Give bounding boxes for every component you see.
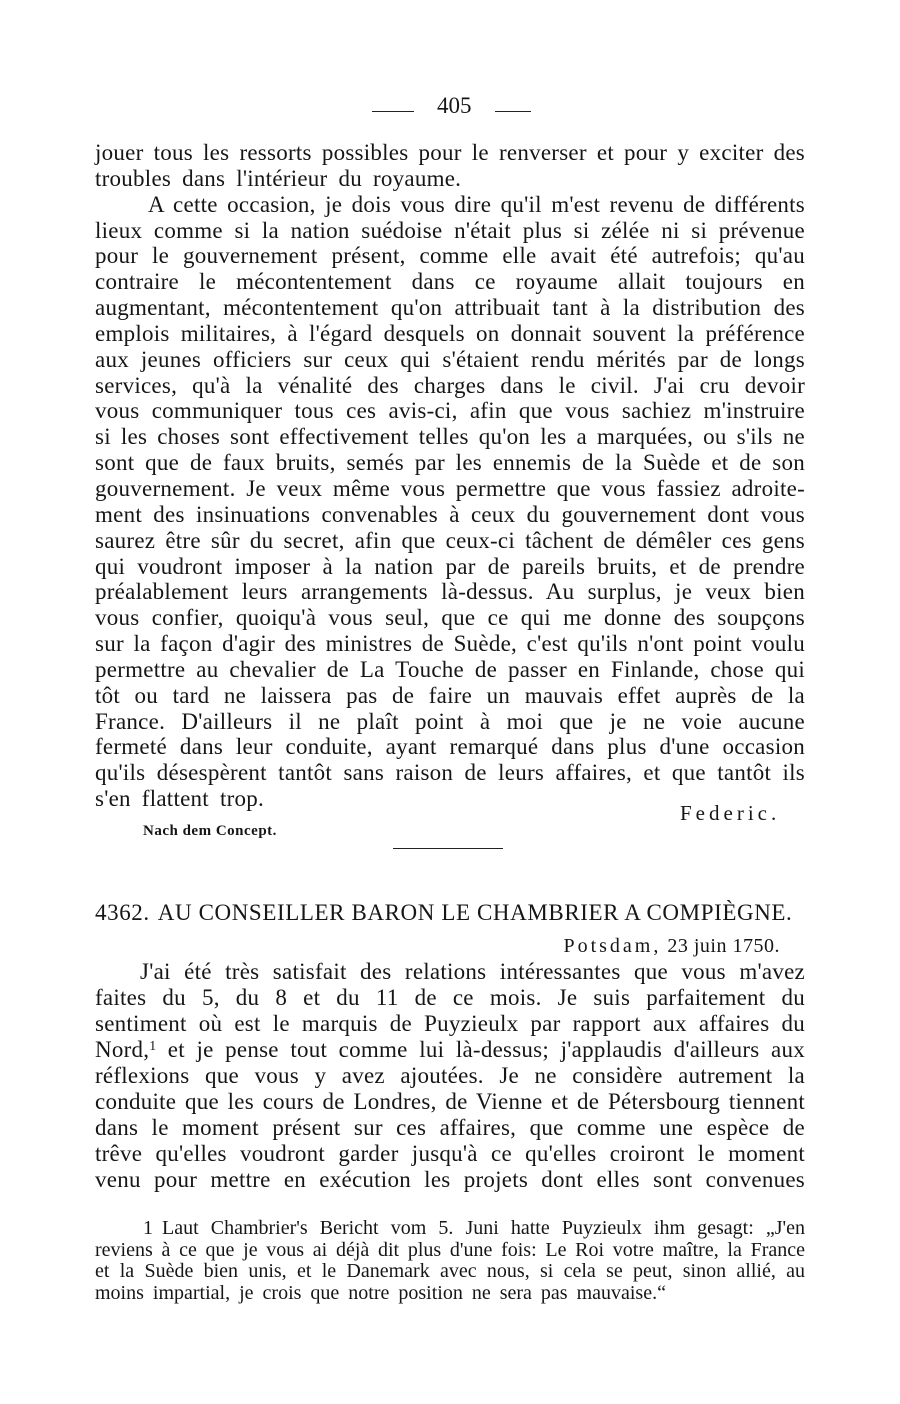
text-segment: et je pense tout comme lui là-dessus; j'applaudis d'ailleurs aux — [156, 1037, 805, 1062]
paragraph-line: préalablement leurs arrangements là-dessus. Au surplus, je veux bien — [95, 579, 805, 605]
paragraph-line: France. D'ailleurs il ne plaît point à moi que je ne voie aucune — [95, 708, 805, 734]
footnote-line: reviens à ce que je vous ai déjà dit plus d'une fois: Le Roi votre maître, la France — [95, 1238, 805, 1261]
paragraph-line: sentiment où est le marquis de Puyzieulx par rapport aux affaires du — [95, 1011, 805, 1036]
paragraph-line: trêve qu'elles voudront garder jusqu'à ce qu'elles croiront le moment — [95, 1141, 805, 1166]
paragraph-line: contraire le mécontentement dans ce royaume allait toujours en — [95, 269, 805, 295]
letter-date: 23 juin 1750. — [667, 935, 780, 957]
paragraph-line: ment des insinuations convenables à ceux du gouvernement dont vous — [95, 501, 805, 527]
letter-body — [95, 959, 805, 1193]
paragraph-line — [95, 1037, 805, 1063]
paragraph-line: gouvernement. Je veux même vous permettre que vous fassiez adroite- — [95, 475, 805, 501]
previous-letter-text — [95, 140, 805, 812]
continuation-line: jouer tous les ressorts possibles pour le renverser et pour y exciter des — [95, 140, 805, 165]
paragraph-line: sont que de faux bruits, semés par les ennemis de la Suède et de son — [95, 450, 805, 476]
page-number: 405 — [437, 93, 472, 118]
text-segment: Nord, — [95, 1037, 150, 1062]
paragraph-line: réflexions que vous y avez ajoutées. Je ne considère autrement la — [95, 1063, 805, 1088]
paragraph-line: vous communiquer tous ces avis-ci, afin que vous sachiez m'instruire — [95, 398, 805, 424]
paragraph-line: si les choses sont effectivement telles qu'on les a marquées, ou s'ils ne — [95, 424, 805, 450]
paragraph-line: augmentant, mécontentement qu'on attribuait tant à la distribution des — [95, 295, 805, 321]
footnote — [95, 1218, 805, 1305]
footnote-reference: 1 — [149, 1038, 157, 1054]
letter-number: 4362. — [95, 900, 150, 925]
section-divider — [393, 848, 503, 849]
paragraph-line: permettre au chevalier de La Touche de passer en Finlande, chose qui — [95, 656, 805, 682]
letter-title: AU CONSEILLER BARON LE CHAMBRIER A COMPIÈGNE. — [157, 900, 793, 925]
continuation-line: troubles dans l'intérieur du royaume. — [95, 165, 462, 191]
paragraph-line: J'ai été très satisfait des relations intéressantes que vous m'avez — [140, 959, 805, 984]
paragraph-line: vous confier, quoiqu'à vous seul, que ce qui me donne des soupçons — [95, 605, 805, 631]
paragraph-line: s'en flattent trop. — [95, 786, 264, 812]
letter-place: Potsdam, — [563, 935, 662, 957]
footnote-line — [95, 1218, 805, 1240]
paragraph-line: faites du 5, du 8 et du 11 de ce mois. Je suis parfaitement du — [95, 985, 805, 1010]
paragraph-line: services, qu'à la vénalité des charges dans le civil. J'ai cru devoir — [95, 372, 805, 398]
letter-dateline — [563, 934, 780, 958]
footnote-line: moins impartial, je crois que notre position ne sera pas mauvaise.“ — [95, 1281, 666, 1304]
source-note: Nach dem Concept. — [143, 823, 277, 839]
paragraph-line: A cette occasion, je dois vous dire qu'il m'est revenu de différents — [148, 191, 805, 217]
paragraph-line: dans le moment présent sur ces affaires, que comme une espèce de — [95, 1115, 805, 1140]
footnote-marker: 1 — [143, 1217, 153, 1239]
paragraph-line: qui voudront imposer à la nation par de pareils bruits, et de prendre — [95, 553, 805, 579]
paragraph-line: lieux comme si la nation suédoise n'était plus si zélée ni si prévenue — [95, 217, 805, 243]
paragraph-line: pour le gouvernement présent, comme elle avait été autrefois; qu'au — [95, 243, 805, 269]
paragraph-line: conduite que les cours de Londres, de Vienne et de Pétersbourg tiennent — [95, 1089, 805, 1114]
header-rule-right — [495, 111, 531, 112]
paragraph-line: tôt ou tard ne laissera pas de faire un mauvais effet auprès de la — [95, 682, 805, 708]
paragraph-line: fermeté dans leur conduite, ayant remarqué dans plus d'une occasion — [95, 734, 805, 760]
paragraph-line: aux jeunes officiers sur ceux qui s'étaient rendu mérités par de longs — [95, 346, 805, 372]
paragraph-line: saurez être sûr du secret, afin que ceux-ci tâchent de démêler ces gens — [95, 527, 805, 553]
paragraph-line: venu pour mettre en exécution les projets dont elles sont convenues — [95, 1167, 805, 1192]
text-segment: Laut Chambrier's Bericht vom 5. Juni hatte Puyzieulx ihm gesagt: „J'en — [162, 1217, 805, 1239]
paragraph-line: emplois militaires, à l'égard desquels on donnait souvent la préférence — [95, 320, 805, 346]
paragraph-line: sur la façon d'agir des ministres de Suède, c'est qu'ils n'ont point voulu — [95, 631, 805, 657]
footnote-line: et la Suède bien unis, et le Danemark avec nous, si cela se peut, sinon allié, au — [95, 1260, 805, 1283]
header-rule-left — [372, 111, 414, 112]
paragraph-line: qu'ils désespèrent tantôt sans raison de leurs affaires, et que tantôt ils — [95, 760, 805, 786]
signature: Federic. — [680, 801, 781, 825]
letter-heading — [95, 899, 792, 927]
